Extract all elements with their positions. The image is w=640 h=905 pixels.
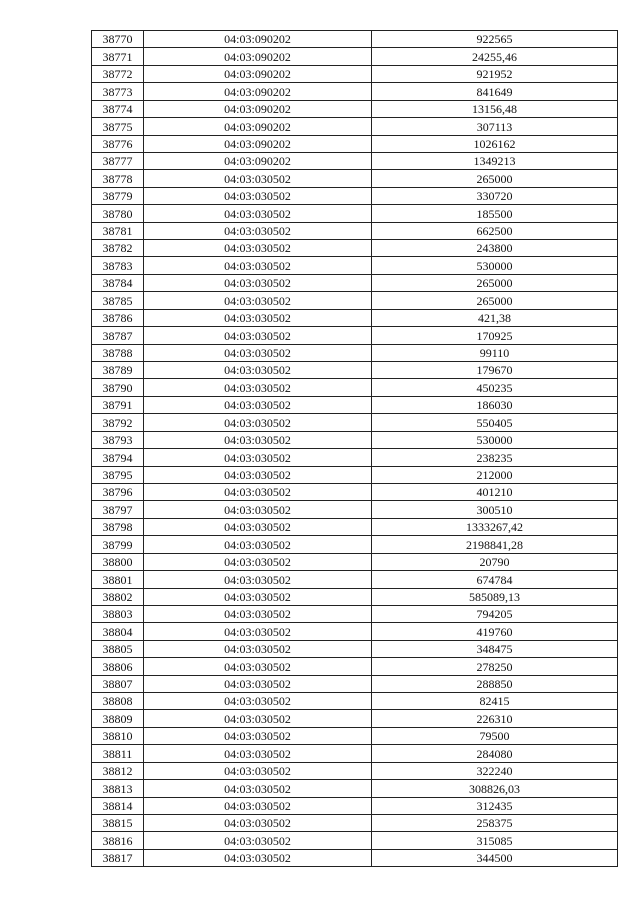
- cadastral-code-cell: 04:03:030502: [144, 414, 372, 431]
- row-number-cell: 38798: [92, 518, 144, 535]
- value-cell: 1333267,42: [372, 518, 618, 535]
- row-number-cell: 38787: [92, 327, 144, 344]
- cadastral-code-cell: 04:03:030502: [144, 396, 372, 413]
- cadastral-code-cell: 04:03:030502: [144, 710, 372, 727]
- table-row: [92, 379, 618, 396]
- value-cell: 179670: [372, 362, 618, 379]
- table-row: [92, 48, 618, 65]
- value-cell: 307113: [372, 118, 618, 135]
- table-row: [92, 396, 618, 413]
- row-number-cell: 38805: [92, 640, 144, 657]
- cadastral-code-cell: 04:03:090202: [144, 118, 372, 135]
- row-number-cell: 38808: [92, 693, 144, 710]
- row-number-cell: 38812: [92, 762, 144, 779]
- row-number-cell: 38800: [92, 553, 144, 570]
- row-number-cell: 38803: [92, 605, 144, 622]
- row-number-cell: 38816: [92, 832, 144, 849]
- cadastral-code-cell: 04:03:030502: [144, 588, 372, 605]
- cadastral-code-cell: 04:03:030502: [144, 762, 372, 779]
- table-row: [92, 135, 618, 152]
- value-cell: 226310: [372, 710, 618, 727]
- cadastral-code-cell: 04:03:030502: [144, 379, 372, 396]
- value-cell: 315085: [372, 832, 618, 849]
- table-row: [92, 483, 618, 500]
- row-number-cell: 38776: [92, 135, 144, 152]
- value-cell: 794205: [372, 605, 618, 622]
- row-number-cell: 38792: [92, 414, 144, 431]
- value-cell: 238235: [372, 449, 618, 466]
- value-cell: 265000: [372, 274, 618, 291]
- table-row: [92, 83, 618, 100]
- table-row: [92, 431, 618, 448]
- value-cell: 1026162: [372, 135, 618, 152]
- value-cell: 344500: [372, 849, 618, 866]
- cadastral-code-cell: 04:03:030502: [144, 187, 372, 204]
- cadastral-code-cell: 04:03:030502: [144, 327, 372, 344]
- table-row: [92, 762, 618, 779]
- value-cell: 13156,48: [372, 100, 618, 117]
- row-number-cell: 38780: [92, 205, 144, 222]
- value-cell: 24255,46: [372, 48, 618, 65]
- value-cell: 662500: [372, 222, 618, 239]
- value-cell: 312435: [372, 797, 618, 814]
- cadastral-code-cell: 04:03:030502: [144, 274, 372, 291]
- table-row: [92, 675, 618, 692]
- table-row: [92, 536, 618, 553]
- table-body: [92, 31, 618, 867]
- value-cell: 243800: [372, 240, 618, 257]
- row-number-cell: 38793: [92, 431, 144, 448]
- table-row: [92, 449, 618, 466]
- row-number-cell: 38785: [92, 292, 144, 309]
- table-row: [92, 152, 618, 169]
- table-row: [92, 240, 618, 257]
- cadastral-code-cell: 04:03:030502: [144, 849, 372, 866]
- value-cell: 265000: [372, 170, 618, 187]
- row-number-cell: 38770: [92, 31, 144, 48]
- row-number-cell: 38790: [92, 379, 144, 396]
- value-cell: 421,38: [372, 309, 618, 326]
- cadastral-code-cell: 04:03:030502: [144, 362, 372, 379]
- cadastral-code-cell: 04:03:030502: [144, 431, 372, 448]
- row-number-cell: 38796: [92, 483, 144, 500]
- cadastral-code-cell: 04:03:030502: [144, 623, 372, 640]
- row-number-cell: 38801: [92, 571, 144, 588]
- row-number-cell: 38786: [92, 309, 144, 326]
- table-row: [92, 274, 618, 291]
- cadastral-code-cell: 04:03:030502: [144, 553, 372, 570]
- row-number-cell: 38784: [92, 274, 144, 291]
- table-row: [92, 362, 618, 379]
- cadastral-code-cell: 04:03:030502: [144, 222, 372, 239]
- value-cell: 265000: [372, 292, 618, 309]
- table-row: [92, 745, 618, 762]
- value-cell: 185500: [372, 205, 618, 222]
- table-row: [92, 849, 618, 866]
- table-row: [92, 205, 618, 222]
- row-number-cell: 38806: [92, 658, 144, 675]
- table-row: [92, 658, 618, 675]
- cadastral-code-cell: 04:03:030502: [144, 571, 372, 588]
- row-number-cell: 38802: [92, 588, 144, 605]
- cadastral-code-cell: 04:03:030502: [144, 483, 372, 500]
- value-cell: 186030: [372, 396, 618, 413]
- table-row: [92, 605, 618, 622]
- table-row: [92, 118, 618, 135]
- row-number-cell: 38774: [92, 100, 144, 117]
- table-row: [92, 832, 618, 849]
- row-number-cell: 38791: [92, 396, 144, 413]
- table-row: [92, 466, 618, 483]
- cadastral-code-cell: 04:03:030502: [144, 605, 372, 622]
- row-number-cell: 38811: [92, 745, 144, 762]
- table-row: [92, 344, 618, 361]
- row-number-cell: 38795: [92, 466, 144, 483]
- row-number-cell: 38789: [92, 362, 144, 379]
- cadastral-code-cell: 04:03:030502: [144, 745, 372, 762]
- cadastral-code-cell: 04:03:090202: [144, 152, 372, 169]
- value-cell: 79500: [372, 727, 618, 744]
- cadastral-code-cell: 04:03:030502: [144, 240, 372, 257]
- table-row: [92, 518, 618, 535]
- row-number-cell: 38779: [92, 187, 144, 204]
- table-row: [92, 292, 618, 309]
- value-cell: 921952: [372, 65, 618, 82]
- row-number-cell: 38772: [92, 65, 144, 82]
- table-row: [92, 797, 618, 814]
- cadastral-code-cell: 04:03:090202: [144, 100, 372, 117]
- table-row: [92, 414, 618, 431]
- row-number-cell: 38807: [92, 675, 144, 692]
- value-cell: 401210: [372, 483, 618, 500]
- value-cell: 284080: [372, 745, 618, 762]
- cadastral-code-cell: 04:03:030502: [144, 536, 372, 553]
- value-cell: 419760: [372, 623, 618, 640]
- cadastral-code-cell: 04:03:030502: [144, 466, 372, 483]
- table-row: [92, 727, 618, 744]
- cadastral-code-cell: 04:03:030502: [144, 170, 372, 187]
- table-row: [92, 553, 618, 570]
- table-row: [92, 693, 618, 710]
- value-cell: 82415: [372, 693, 618, 710]
- row-number-cell: 38809: [92, 710, 144, 727]
- row-number-cell: 38797: [92, 501, 144, 518]
- table-row: [92, 588, 618, 605]
- cadastral-code-cell: 04:03:030502: [144, 309, 372, 326]
- value-cell: 330720: [372, 187, 618, 204]
- table-row: [92, 640, 618, 657]
- value-cell: 300510: [372, 501, 618, 518]
- row-number-cell: 38781: [92, 222, 144, 239]
- cadastral-code-cell: 04:03:030502: [144, 344, 372, 361]
- cadastral-code-cell: 04:03:090202: [144, 48, 372, 65]
- cadastral-code-cell: 04:03:030502: [144, 693, 372, 710]
- row-number-cell: 38794: [92, 449, 144, 466]
- table-row: [92, 814, 618, 831]
- value-cell: 258375: [372, 814, 618, 831]
- value-cell: 278250: [372, 658, 618, 675]
- table-row: [92, 501, 618, 518]
- cadastral-code-cell: 04:03:030502: [144, 675, 372, 692]
- table-row: [92, 571, 618, 588]
- value-cell: 1349213: [372, 152, 618, 169]
- cadastral-value-table: [91, 30, 618, 867]
- table-row: [92, 710, 618, 727]
- row-number-cell: 38773: [92, 83, 144, 100]
- row-number-cell: 38804: [92, 623, 144, 640]
- value-cell: 530000: [372, 431, 618, 448]
- table-row: [92, 257, 618, 274]
- row-number-cell: 38782: [92, 240, 144, 257]
- cadastral-code-cell: 04:03:030502: [144, 658, 372, 675]
- cadastral-code-cell: 04:03:090202: [144, 65, 372, 82]
- value-cell: 530000: [372, 257, 618, 274]
- cadastral-code-cell: 04:03:030502: [144, 727, 372, 744]
- row-number-cell: 38799: [92, 536, 144, 553]
- cadastral-code-cell: 04:03:030502: [144, 257, 372, 274]
- table-row: [92, 170, 618, 187]
- value-cell: 585089,13: [372, 588, 618, 605]
- row-number-cell: 38771: [92, 48, 144, 65]
- value-cell: 674784: [372, 571, 618, 588]
- row-number-cell: 38788: [92, 344, 144, 361]
- value-cell: 170925: [372, 327, 618, 344]
- value-cell: 322240: [372, 762, 618, 779]
- value-cell: 841649: [372, 83, 618, 100]
- row-number-cell: 38814: [92, 797, 144, 814]
- table-row: [92, 187, 618, 204]
- cadastral-code-cell: 04:03:090202: [144, 31, 372, 48]
- value-cell: 288850: [372, 675, 618, 692]
- cadastral-code-cell: 04:03:030502: [144, 780, 372, 797]
- value-cell: 922565: [372, 31, 618, 48]
- value-cell: 450235: [372, 379, 618, 396]
- table-row: [92, 309, 618, 326]
- cadastral-code-cell: 04:03:030502: [144, 205, 372, 222]
- row-number-cell: 38783: [92, 257, 144, 274]
- cadastral-code-cell: 04:03:030502: [144, 518, 372, 535]
- row-number-cell: 38813: [92, 780, 144, 797]
- table-row: [92, 31, 618, 48]
- table-row: [92, 65, 618, 82]
- row-number-cell: 38815: [92, 814, 144, 831]
- row-number-cell: 38810: [92, 727, 144, 744]
- cadastral-code-cell: 04:03:030502: [144, 640, 372, 657]
- cadastral-code-cell: 04:03:030502: [144, 501, 372, 518]
- table-row: [92, 100, 618, 117]
- cadastral-code-cell: 04:03:090202: [144, 83, 372, 100]
- table-row: [92, 327, 618, 344]
- cadastral-code-cell: 04:03:030502: [144, 292, 372, 309]
- table-row: [92, 780, 618, 797]
- cadastral-code-cell: 04:03:030502: [144, 797, 372, 814]
- value-cell: 348475: [372, 640, 618, 657]
- value-cell: 212000: [372, 466, 618, 483]
- table-row: [92, 623, 618, 640]
- row-number-cell: 38817: [92, 849, 144, 866]
- cadastral-code-cell: 04:03:090202: [144, 135, 372, 152]
- row-number-cell: 38775: [92, 118, 144, 135]
- value-cell: 20790: [372, 553, 618, 570]
- value-cell: 99110: [372, 344, 618, 361]
- cadastral-code-cell: 04:03:030502: [144, 449, 372, 466]
- row-number-cell: 38777: [92, 152, 144, 169]
- value-cell: 2198841,28: [372, 536, 618, 553]
- table-row: [92, 222, 618, 239]
- row-number-cell: 38778: [92, 170, 144, 187]
- value-cell: 308826,03: [372, 780, 618, 797]
- cadastral-code-cell: 04:03:030502: [144, 832, 372, 849]
- value-cell: 550405: [372, 414, 618, 431]
- cadastral-code-cell: 04:03:030502: [144, 814, 372, 831]
